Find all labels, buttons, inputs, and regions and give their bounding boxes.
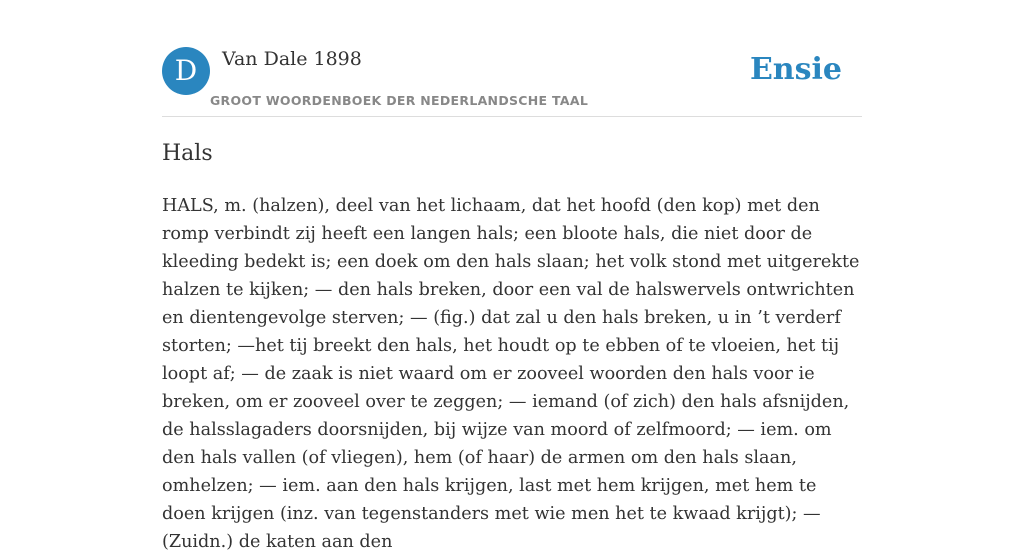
entry-body: HALS, m. (halzen), deel van het lichaam, dat het hoofd (den kop) met den romp verbindt zij heeft een langen hals; een bloote hals, die niet door de kleeding bedekt is; een doek om den hals slaan; het volk stond met uitgerekte halzen te kijken; — den hals breken, door een val de halswervels ontwrichten en dientengevolge sterven; — (fig.) dat zal u den hals breken, u in ’t verderf storten; —het tij breekt den hals, het houdt op te ebben of te vloeien, het tij loopt af; — de zaak is niet waard om er zooveel woorden den hals voor ie breken, om er zooveel over te zeggen; — iemand (of zich) den hals afsnijden, de halsslagaders doorsnijden, bij wijze van moord of zelfmoord; — iem. om den hals vallen (of vliegen), hem (of haar) de armen om den hals slaan, omhelzen; — iem. aan den hals krijgen, last met hem krijgen, met hem te doen krijgen (inz. van tegenstanders met wie men het te kwaad krijgt); — (Zuidn.) de katen aan den [162,196,860,552]
source-avatar[interactable]: D [162,47,210,95]
source-subtitle: GROOT WOORDENBOEK DER NEDERLANDSCHE TAAL [210,93,589,108]
entry-title: Hals [162,141,213,166]
brand-logo[interactable]: Ensie [749,52,842,87]
source-header [162,46,862,117]
source-title-link[interactable]: Van Dale 1898 [222,48,362,70]
